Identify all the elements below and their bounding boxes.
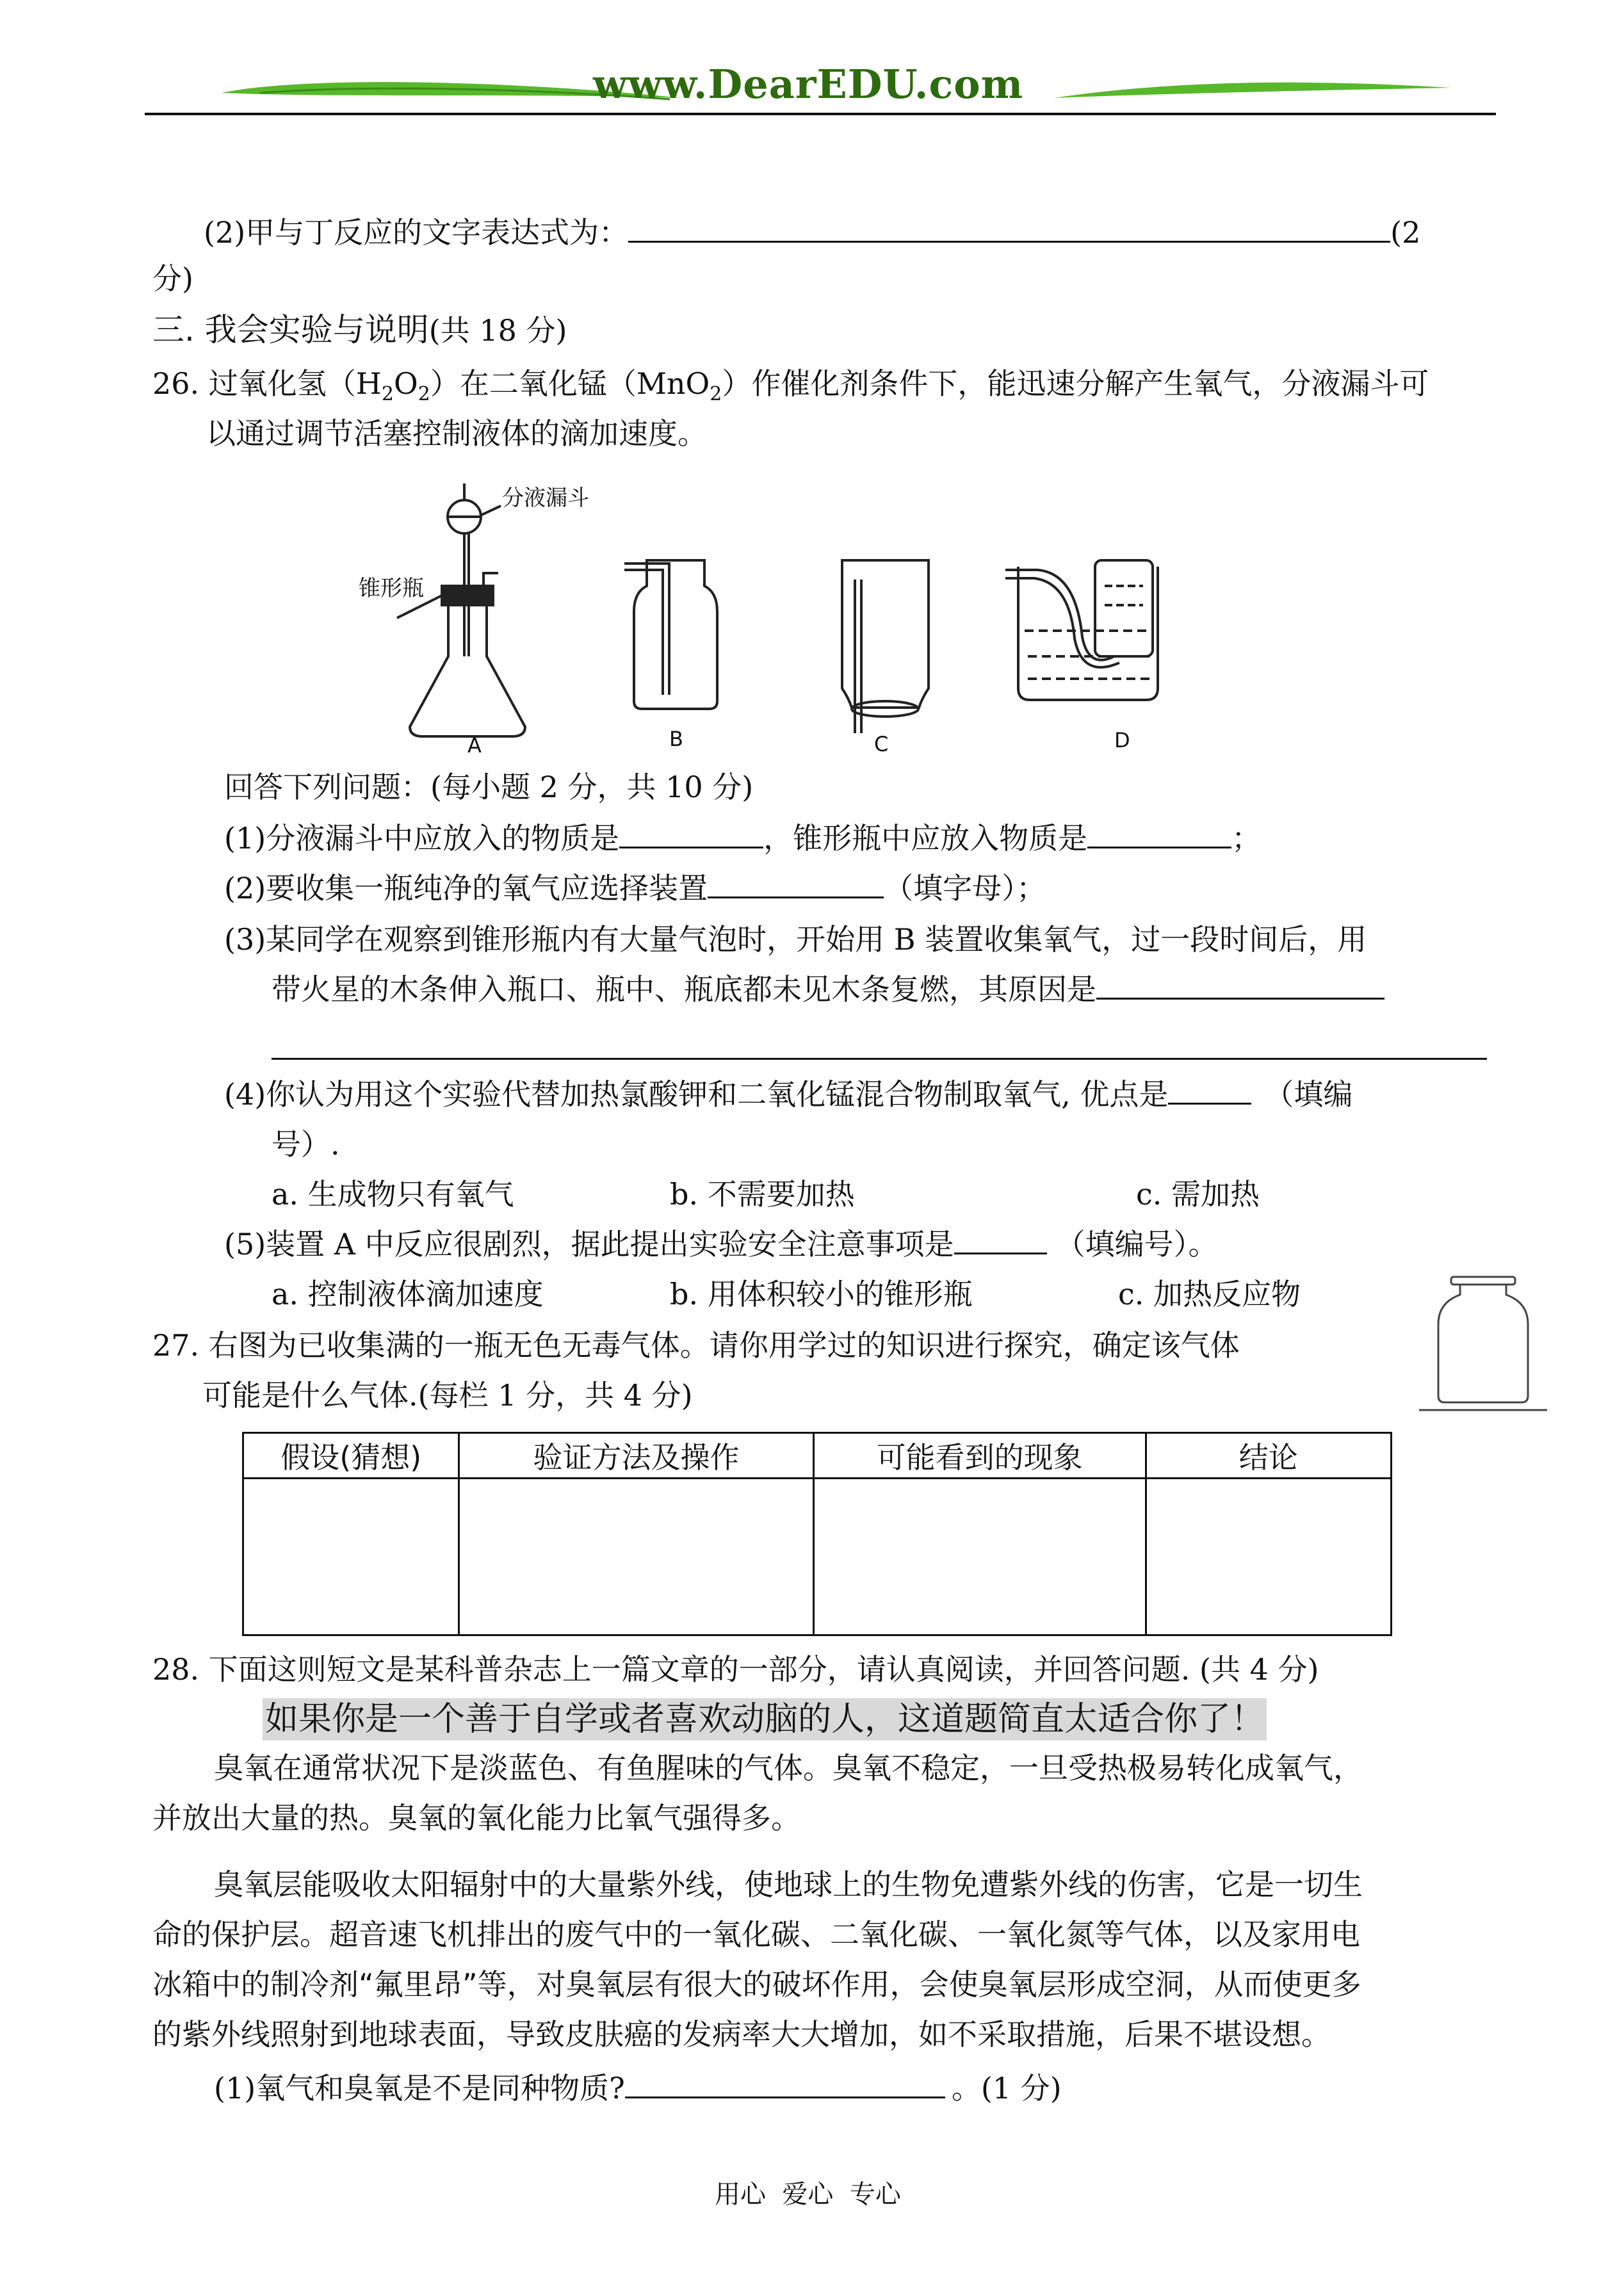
q28-para1-line2: 并放出大量的热。臭氧的氧化能力比氧气强得多。 [152,1801,800,1835]
figure-label-a: A [467,733,482,758]
q25-2-text [204,214,1420,251]
q26-line1: 26. 过氧化氢$(H_2O_2)$在二氧化锰（MnO$_2$）作催化剂条件下，能迅速分解产生氧气，分液漏斗可 [152,366,1429,406]
figure-label-flask: 锥形瓶 [359,576,424,601]
q26-part3-line2: 带火星的木条伸入瓶口、瓶中、瓶底都未见木条复燃，其原因是 [272,971,1384,1008]
section-heading [152,311,567,349]
answer-line-reason-cont[interactable] [272,1058,1487,1060]
answer-blank-funnel[interactable] [619,820,763,848]
apparatus-b-bottle [624,560,717,709]
column-header-hypothesis: 假设(猜想) [243,1433,459,1479]
q26-part3-line1: (3)某同学在观察到锥形瓶内有大量气泡时，开始用 B 装置收集氧气，过一段时间后，用 [224,922,1367,957]
column-header-phenomenon: 可能看到的现象 [813,1433,1146,1479]
q26-p5-option-a: a. 控制液体滴加速度 [272,1277,544,1311]
answer-cell-method[interactable] [459,1479,813,1635]
figure-label-b: B [669,727,683,751]
answer-blank-flask[interactable] [1087,820,1231,848]
q25-2-score-cont: 分) [152,261,193,296]
table-row [243,1479,1392,1635]
answer-cell-phenomenon[interactable] [813,1479,1146,1635]
q25-2-label: (2)甲与丁反应的文字表达式为： [204,215,629,250]
answer-blank-reason[interactable] [1096,971,1384,1000]
q28-para2-line2: 命的保护层。超音速飞机排出的废气中的一氧化碳、二氧化碳、一氧化氮等气体，以及家用电 [152,1917,1360,1952]
header-banner [145,61,1496,118]
q27-line2: 可能是什么气体.(每栏 1 分，共 4 分) [202,1378,693,1413]
q26-p4-option-c: c. 需加热 [1136,1177,1260,1212]
section-title: 三. 我会实验与说明 [152,311,429,348]
q25-2-score: (2 [1390,215,1421,250]
section-score: (共 18 分) [428,313,567,348]
page-footer: 用心 爱心 专心 [715,2180,901,2209]
leaf-swoosh-right-icon [1054,74,1451,112]
figure-label-c: C [874,732,889,756]
q26-p5-option-b: b. 用体积较小的锥形瓶 [670,1277,973,1311]
site-logo: www.DearEDU.com [593,61,1024,108]
q26-part2: (2)要收集一瓶纯净的氧气应选择装置 （填字母）； [224,871,1046,905]
q28-line1: 28. 下面这则短文是某科普杂志上一篇文章的一部分，请认真阅读，并回答问题. (共 4 分) [152,1652,1319,1687]
q26-p4-option-b: b. 不需要加热 [670,1177,855,1212]
q26-part4-line1: (4)你认为用这个实验代替加热氯酸钾和二氧化锰混合物制取氧气, 优点是 （填编 [224,1077,1353,1112]
q28-highlight: 如果你是一个善于自学或者喜欢动脑的人，这道题简直太适合你了！ [263,1698,1267,1740]
q28-para2-line1: 臭氧层能吸收太阳辐射中的大量紫外线，使地球上的生物免遭紫外线的伤害，它是一切生 [214,1867,1363,1902]
answer-cell-hypothesis[interactable] [243,1479,459,1635]
column-header-conclusion: 结论 [1146,1433,1391,1479]
q26-p5-option-c: c. 加热反应物 [1118,1277,1301,1311]
answer-blank-safety[interactable] [954,1226,1047,1254]
q26-p4-option-a: a. 生成物只有氧气 [272,1177,514,1212]
q27-line1: 27. 右图为已收集满的一瓶无色无毒气体。请你用学过的知识进行探究，确定该气体 [152,1328,1240,1363]
q28-para2-line3: 冰箱中的制冷剂“氟里昂”等，对臭氧层有很大的破坏作用，会使臭氧层形成空洞，从而使更多 [152,1967,1361,2002]
answer-blank-same-substance[interactable] [625,2070,945,2098]
apparatus-d-water-trough [1005,560,1158,700]
q28-part1: (1)氧气和臭氧是不是同种物质? 。(1 分) [214,2071,1062,2105]
apparatus-c-inverted-bottle [842,560,929,733]
answer-blank[interactable] [628,214,1390,243]
q27-table [242,1432,1392,1636]
answer-blank-advantage[interactable] [1168,1076,1251,1105]
q28-para1-line1: 臭氧在通常状况下是淡蓝色、有鱼腥味的气体。臭氧不稳定，一旦受热极易转化成氧气， [214,1751,1363,1785]
figure-label-d: D [1114,728,1130,752]
q26-part5: (5)装置 A 中反应很剧烈，据此提出实验安全注意事项是 （填编号）。 [224,1227,1218,1261]
q26-line2: 以通过调节活塞控制液体的滴加速度。 [206,416,707,451]
figure-label-funnel: 分液漏斗 [502,485,589,511]
q26-intro: 回答下列问题：(每小题 2 分，共 10 分) [224,770,754,804]
answer-blank-device[interactable] [708,870,884,898]
q26-part4-line2: 号）. [272,1127,340,1162]
column-header-method: 验证方法及操作 [459,1433,813,1479]
gas-bottle-icon [1419,1274,1547,1415]
q28-para2-line4: 的紫外线照射到地球表面，导致皮肤癌的发病率大大增加，如不采取措施，后果不堪设想。 [152,2017,1331,2052]
table-header-row [243,1433,1392,1479]
answer-cell-conclusion[interactable] [1146,1479,1391,1635]
apparatus-a-flask [397,483,525,736]
q26-part1: (1)分液漏斗中应放入的物质是 ，锥形瓶中应放入物质是 ； [224,821,1262,856]
header-rule [145,113,1496,115]
apparatus-figure [359,477,1217,759]
